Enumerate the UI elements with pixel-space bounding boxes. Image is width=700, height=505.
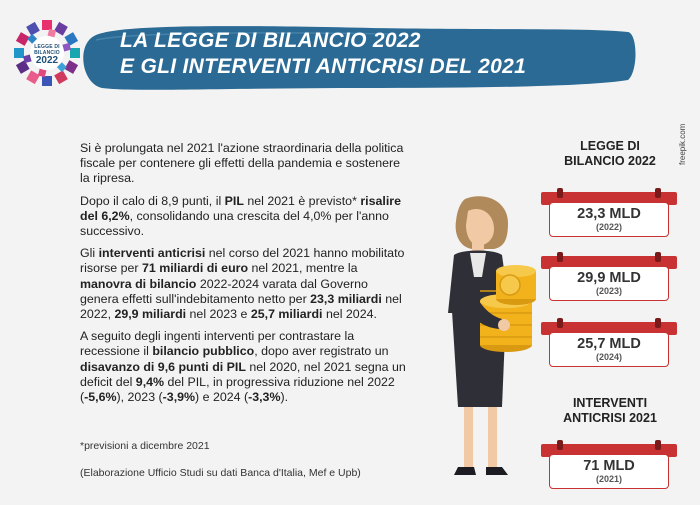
text-segment: 2022-2024 varata dal Governo genera effetti sull'indebitamento netto per [80, 276, 368, 306]
text-segment: Dopo il calo di 8,9 punti, il [80, 193, 225, 208]
text-segment: nel 2024. [322, 307, 377, 322]
interventi-title-line-2: ANTICRISI 2021 [563, 411, 657, 425]
calendar-card-2023 [541, 252, 677, 302]
text-segment: nel 2021 è previsto* [243, 193, 361, 208]
text-segment: A seguito degli ingenti interventi per contrastare la recessione il [80, 329, 355, 359]
interventi-title-line-1: INTERVENTI [572, 396, 648, 410]
title-line-2: E GLI INTERVENTI ANTICRISI DEL 2021 [120, 55, 527, 78]
calendar-year: (2024) [595, 352, 622, 362]
calendar-body [549, 266, 669, 301]
bold-text-segment: 29,9 miliardi [114, 307, 187, 322]
title-line-1: LA LEGGE DI BILANCIO 2022 [120, 29, 421, 52]
paragraph-pil [80, 194, 406, 240]
calendar-year: (2021) [595, 474, 622, 484]
text-segment: nel 2022, [80, 291, 402, 322]
legge-title-line-1: LEGGE DI [580, 139, 640, 153]
bold-text-segment: 25,7 miliardi [250, 307, 323, 322]
bold-text-segment: manovra di bilancio [80, 276, 197, 291]
woman-with-coins-illustration [410, 195, 560, 487]
bold-text-segment: bilancio pubblico [152, 344, 255, 359]
paragraph-interventi [80, 246, 406, 322]
calendar-card-2021 [541, 440, 677, 490]
text-segment: Gli [80, 246, 99, 261]
bold-text-segment: disavanzo di 9,6 punti di PIL [80, 359, 246, 374]
text-segment: nel 2023 e [186, 307, 251, 322]
paragraph-intro: Si è prolungata nel 2021 l'azione straordinaria della politica fiscale per contenere gli effetti della pandemia e sostenere la ripresa. [80, 141, 404, 186]
calendar-card-2022 [541, 188, 677, 238]
calendar-ring-icon [655, 318, 661, 328]
legge-bilancio-title [540, 139, 680, 169]
text-segment: nel 2021, mentre la [248, 261, 358, 276]
bold-text-segment: 23,3 miliardi [310, 291, 382, 306]
calendar-ring-icon [557, 252, 563, 262]
calendar-year: (2023) [595, 286, 622, 296]
calendar-value: 25,7 MLD [577, 336, 641, 352]
calendar-ring-icon [655, 188, 661, 198]
text-segment: del PIL, in progressiva riduzione nel 2022 ( [80, 374, 395, 405]
page-title [120, 28, 620, 80]
bold-text-segment: risalire del 6,2% [80, 193, 401, 223]
footnote: *previsioni a dicembre 2021 [80, 440, 210, 452]
calendar-ring-icon [557, 440, 563, 450]
bold-text-segment: 71 miliardi di euro [141, 261, 249, 276]
bold-text-segment: -5,6% [84, 390, 117, 405]
calendar-year: (2022) [595, 222, 622, 232]
calendar-body [549, 332, 669, 367]
body-text [80, 141, 406, 412]
legge-title-line-2: BILANCIO 2022 [564, 154, 656, 168]
text-segment: ) e 2024 ( [195, 390, 249, 405]
calendar-ring-icon [655, 440, 661, 450]
logo-year: 2022 [35, 55, 59, 66]
calendar-ring-icon [557, 318, 563, 328]
bold-text-segment: 9,4% [135, 374, 165, 389]
logo-small-text: LEGGE DI BILANCIO [34, 44, 60, 56]
bold-text-segment: -3,3% [248, 390, 281, 405]
calendar-ring-icon [557, 188, 563, 198]
bold-text-segment: interventi anticrisi [98, 246, 206, 261]
calendar-body [549, 202, 669, 237]
text-segment: nel 2020, nel 2021 segna un deficit del [80, 359, 406, 389]
text-segment: nel corso del 2021 hanno mobilitato risorse per [80, 246, 405, 276]
freepik-credit: freepik.com [678, 123, 687, 165]
source-note: (Elaborazione Ufficio Studi su dati Banca d'Italia, Mef e Upb) [80, 467, 361, 479]
text-segment: , consolidando una crescita del 4,0% per l'anno successivo. [80, 208, 389, 239]
calendar-card-2024 [541, 318, 677, 368]
calendar-body [549, 454, 669, 489]
text-segment: ), 2023 ( [116, 390, 163, 405]
bold-text-segment: PIL [224, 193, 244, 208]
text-segment: ). [280, 390, 289, 405]
calendar-ring-icon [655, 252, 661, 262]
bold-text-segment: -3,9% [162, 390, 196, 405]
calendar-value: 71 MLD [583, 458, 635, 474]
text-segment: , dopo aver registrato un [254, 344, 389, 359]
legge-bilancio-logo [14, 20, 80, 86]
paragraph-bilancio [80, 329, 406, 405]
logo-center [30, 36, 64, 70]
interventi-anticrisi-title [540, 396, 680, 426]
calendar-value: 23,3 MLD [577, 206, 641, 222]
calendar-value: 29,9 MLD [577, 270, 641, 286]
